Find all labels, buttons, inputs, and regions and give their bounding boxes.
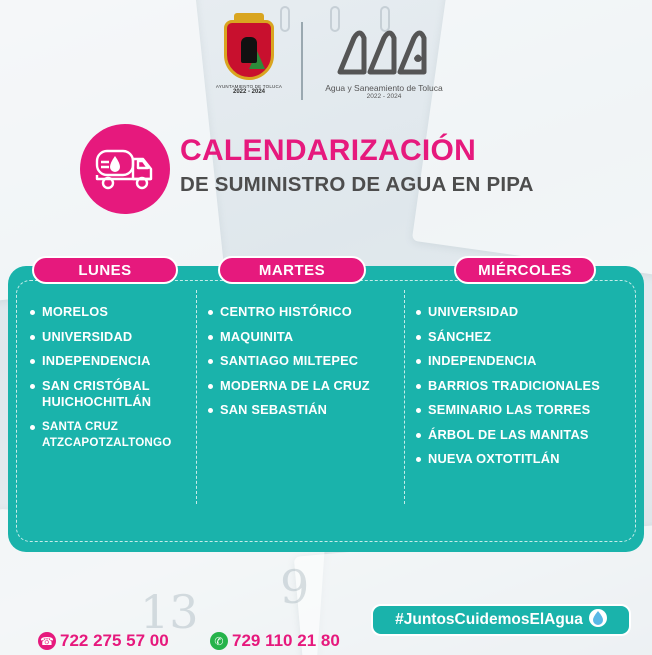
whatsapp-number[interactable]: 729 110 21 80 bbox=[232, 631, 340, 650]
list-item: INDEPENDENCIA bbox=[30, 353, 190, 370]
water-truck-icon bbox=[80, 124, 170, 214]
list-item: SÁNCHEZ bbox=[416, 329, 632, 346]
phone-icon: ☎ bbox=[38, 632, 56, 650]
list-item: SEMINARIO LAS TORRES bbox=[416, 402, 632, 419]
water-drops-logo-icon bbox=[334, 24, 434, 78]
agua-toluca-logo bbox=[318, 24, 450, 100]
background-calendar: 13 9 bbox=[0, 0, 652, 655]
list-item: CENTRO HISTÓRICO bbox=[208, 304, 400, 321]
list-item: MAQUINITA bbox=[208, 329, 400, 346]
toluca-shield-icon bbox=[224, 20, 274, 80]
toluca-logo-years: 2022 - 2024 bbox=[232, 89, 266, 95]
whatsapp-contact bbox=[210, 631, 340, 651]
page-title: CALENDARIZACIÓN bbox=[180, 134, 477, 167]
page-subtitle: DE SUMINISTRO DE AGUA EN PIPA bbox=[180, 173, 534, 196]
toluca-logo-caption: AYUNTAMIENTO DE TOLUCA bbox=[215, 84, 283, 89]
list-item: BARRIOS TRADICIONALES bbox=[416, 378, 632, 395]
phone-number[interactable]: 722 275 57 00 bbox=[60, 631, 169, 650]
agua-logo-years: 2022 - 2024 bbox=[366, 93, 402, 100]
toluca-logo bbox=[207, 20, 291, 95]
list-item: SANTIAGO MILTEPEC bbox=[208, 353, 400, 370]
column-divider bbox=[404, 290, 405, 504]
hashtag-badge bbox=[371, 604, 631, 636]
day-label-martes: MARTES bbox=[218, 256, 366, 284]
list-item: SAN CRISTÓBAL HUICHOCHITLÁN bbox=[30, 378, 178, 411]
list-item: SANTA CRUZ ATZCAPOTZALTONGO bbox=[30, 419, 200, 452]
list-item: MODERNA DE LA CRUZ bbox=[208, 378, 400, 395]
martes-list bbox=[208, 304, 400, 427]
list-item: UNIVERSIDAD bbox=[30, 329, 190, 346]
logo-divider bbox=[301, 22, 303, 100]
list-item: ÁRBOL DE LAS MANITAS bbox=[416, 427, 632, 444]
day-label-miercoles: MIÉRCOLES bbox=[454, 256, 596, 284]
hashtag-text: #JuntosCuidemosElAgua bbox=[395, 611, 583, 628]
list-item: NUEVA OXTOTITLÁN bbox=[416, 451, 632, 468]
agua-logo-caption: Agua y Saneamiento de Toluca bbox=[325, 83, 443, 93]
header-logos bbox=[0, 18, 652, 108]
phone-contact bbox=[38, 631, 169, 651]
day-label-lunes: LUNES bbox=[32, 256, 178, 284]
miercoles-list bbox=[416, 304, 632, 476]
list-item: INDEPENDENCIA bbox=[416, 353, 632, 370]
list-item: UNIVERSIDAD bbox=[416, 304, 632, 321]
list-item: MORELOS bbox=[30, 304, 190, 321]
lunes-list bbox=[30, 304, 190, 460]
column-divider bbox=[196, 290, 197, 504]
list-item: SAN SEBASTIÁN bbox=[208, 402, 400, 419]
whatsapp-icon: ✆ bbox=[210, 632, 228, 650]
water-drop-icon bbox=[589, 608, 607, 633]
